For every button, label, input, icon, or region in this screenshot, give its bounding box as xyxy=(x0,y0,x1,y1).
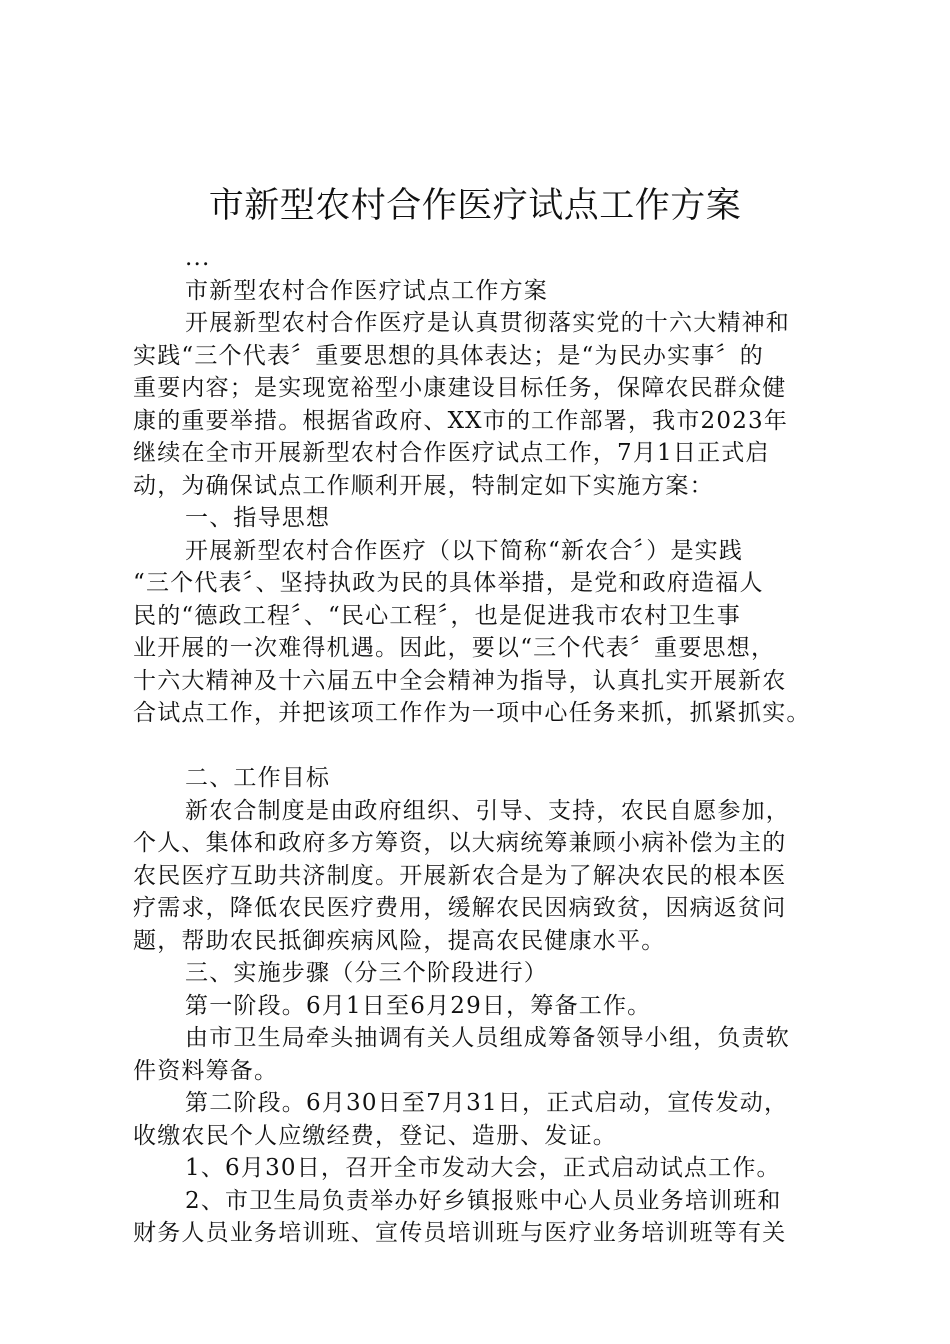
paragraph-line: 实践“三个代表〞重要思想的具体表达；是“为民办实事〞的 xyxy=(133,342,764,369)
paragraph-line: 重要内容；是实现宽裕型小康建设目标任务，保障农民群众健 xyxy=(133,375,787,401)
paragraph-line: 动，为确保试点工作顺利开展，特制定如下实施方案： xyxy=(133,472,714,499)
paragraph-line: 继续在全市开展新型农村合作医疗试点工作，7月1日正式启 xyxy=(133,440,770,466)
paragraph-line: 康的重要举措。根据省政府、XX市的工作部署，我市2023年 xyxy=(133,407,789,434)
paragraph-line: 业开展的一次难得机遇。因此，要以“三个代表〞重要思想， xyxy=(133,635,776,661)
paragraph-line: ... xyxy=(185,245,211,271)
paragraph-line: 市新型农村合作医疗试点工作方案 xyxy=(185,277,548,304)
paragraph-line: 题，帮助农民抵御疾病风险，提高农民健康水平。 xyxy=(133,927,666,954)
paragraph-line: 民的“德政工程〞、“民心工程〞，也是促进我市农村卫生事 xyxy=(133,602,741,629)
paragraph-line: 第二阶段。6月30日至7月31日，正式启动，宣传发动， xyxy=(185,1090,789,1116)
paragraph-line: 财务人员业务培训班、宣传员培训班与医疗业务培训班等有关 xyxy=(133,1220,787,1246)
paragraph-line: 十六大精神及十六届五中全会精神为指导，认真扎实开展新农 xyxy=(133,667,787,694)
paragraph-line: “三个代表〞、坚持执政为民的具体举措，是党和政府造福人 xyxy=(133,570,764,596)
paragraph-line: 开展新型农村合作医疗（以下简称“新农合〞）是实践 xyxy=(185,537,744,564)
paragraph-line: 个人、集体和政府多方筹资，以大病统筹兼顾小病补偿为主的 xyxy=(133,830,787,856)
paragraph-line: 合试点工作，并把该项工作作为一项中心任务来抓，抓紧抓实。 xyxy=(133,700,811,726)
blank-line xyxy=(133,730,833,763)
paragraph-line: 第一阶段。6月1日至6月29日，筹备工作。 xyxy=(185,992,652,1019)
paragraph-line: 二、工作目标 xyxy=(185,765,331,791)
paragraph-line: 开展新型农村合作医疗是认真贯彻落实党的十六大精神和 xyxy=(185,310,790,336)
paragraph-line: 1、6月30日，召开全市发动大会，正式启动试点工作。 xyxy=(185,1155,781,1181)
document-title: 市新型农村合作医疗试点工作方案 xyxy=(208,186,742,226)
paragraph-line: 农民医疗互助共济制度。开展新农合是为了解决农民的根本医 xyxy=(133,862,787,889)
paragraph-line: 2、市卫生局负责举办好乡镇报账中心人员业务培训班和 xyxy=(185,1187,782,1214)
paragraph-line: 新农合制度是由政府组织、引导、支持，农民自愿参加， xyxy=(185,797,790,824)
paragraph-line: 件资料筹备。 xyxy=(133,1057,279,1084)
document-body xyxy=(133,242,833,1250)
paragraph-line: 疗需求，降低农民医疗费用，缓解农民因病致贫，因病返贫问 xyxy=(133,895,787,921)
paragraph-line: 三、实施步骤（分三个阶段进行） xyxy=(185,960,548,986)
paragraph-line: 收缴农民个人应缴经费，登记、造册、发证。 xyxy=(133,1122,617,1149)
paragraph-line: 由市卫生局牵头抽调有关人员组成筹备领导小组，负责软 xyxy=(185,1025,790,1051)
paragraph-line: 一、指导思想 xyxy=(185,505,331,531)
